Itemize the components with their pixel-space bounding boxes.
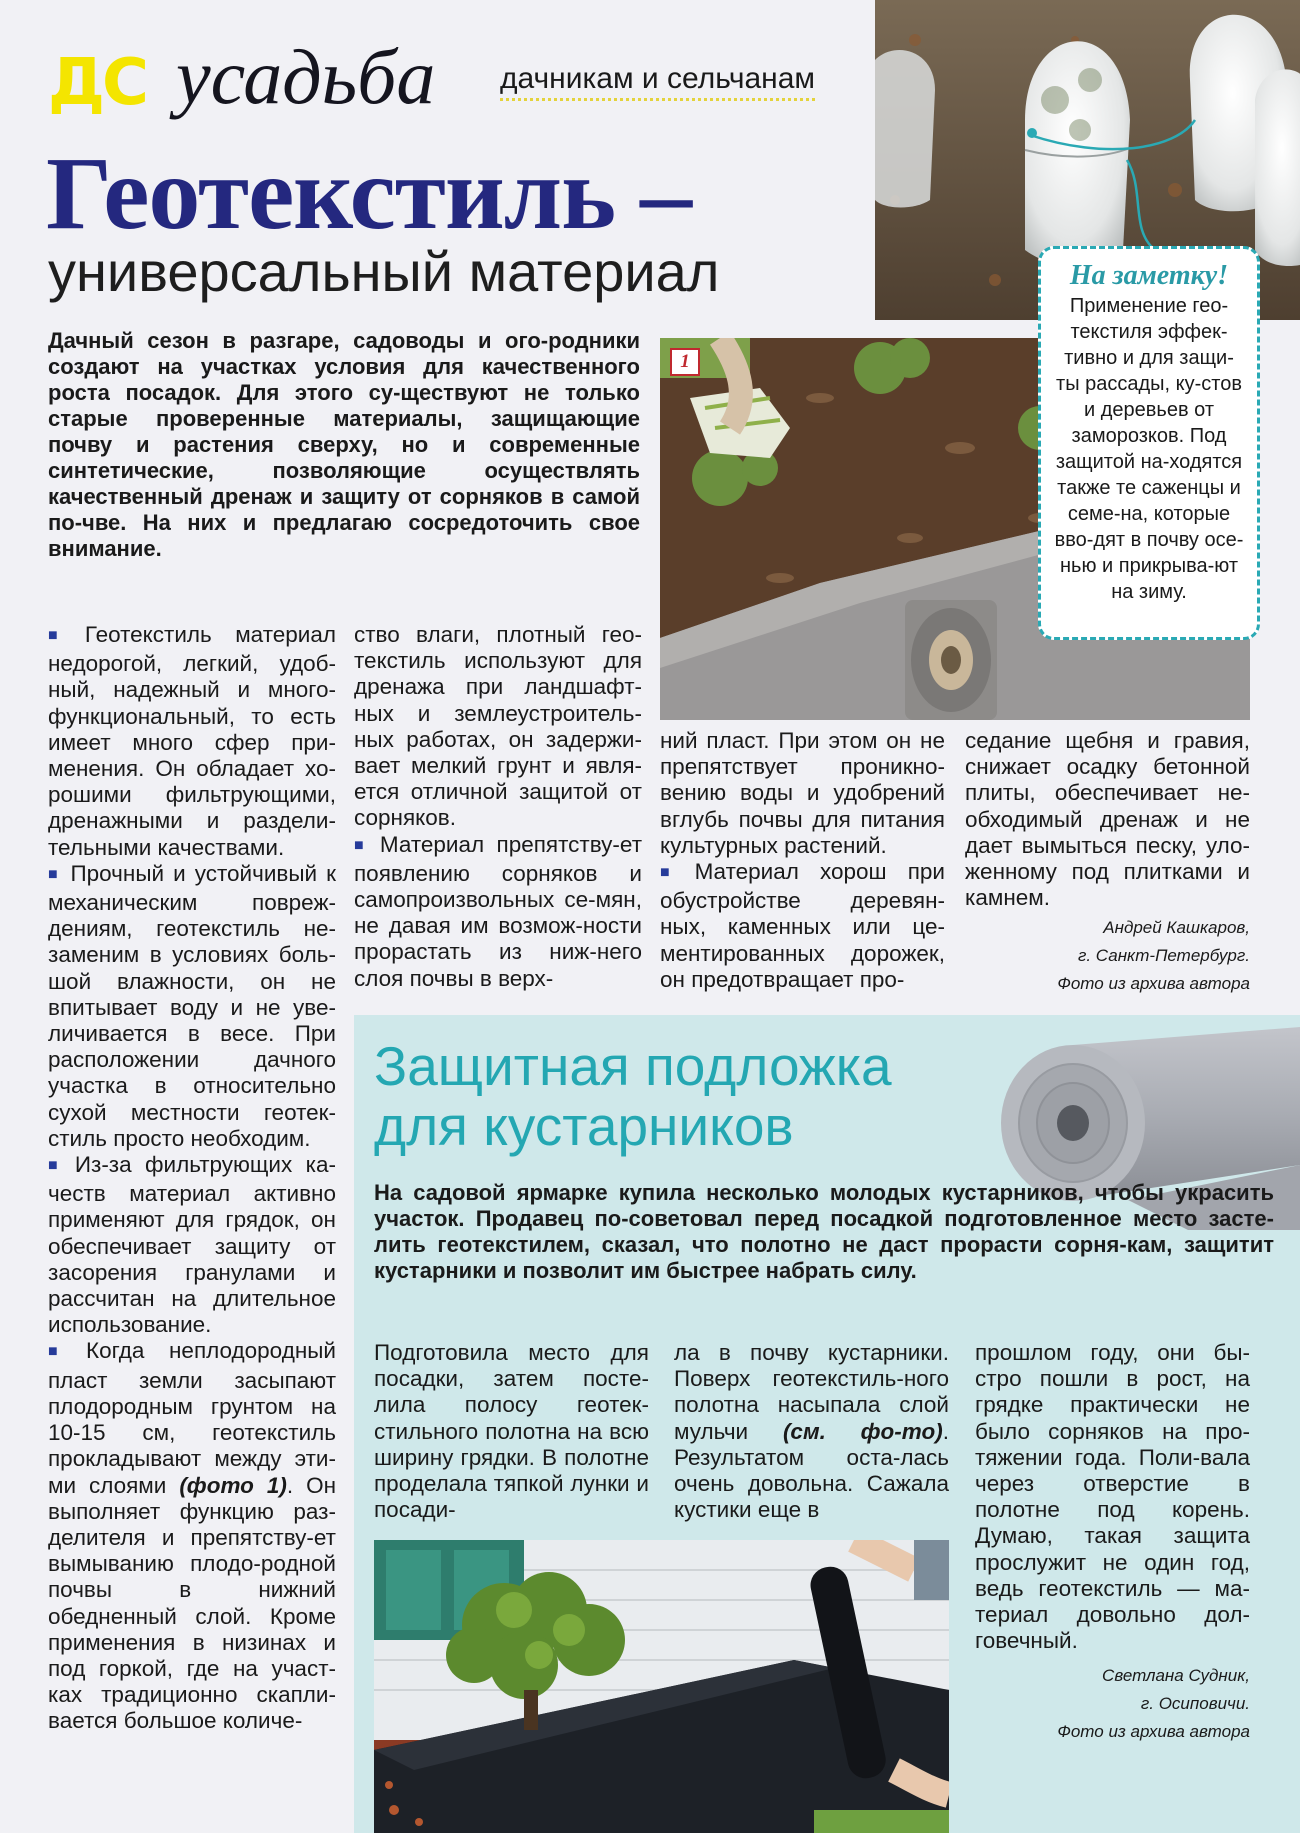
article2-signature	[975, 1662, 1250, 1746]
article1-column-2	[354, 622, 642, 992]
article-lead: Дачный сезон в разгаре, садоводы и ого-родники создают на участках условия для качественного роста посадок. Для этого су-ществуют не только старые проверенные материалы, защищающие почву и растения сверху, но и современные синтетические, позволяющие осуществлять качественный дренаж и защиту от сорняков в самой по-чве. На них и предлагаю сосредоточить свое внимание.	[48, 328, 640, 561]
author-name: Андрей Кашкаров,	[1103, 918, 1250, 937]
bullet-icon: ■	[48, 1157, 65, 1175]
shrub-fabric-illustration	[374, 1540, 949, 1833]
article1-col1-para-1: ■ Геотекстиль материал недорогой, легкий, удоб-ный, надежный и много-функциональный, то есть имеет много сфер при-менения. Он обладает хо-рошими фильтрующими, дренажными и раздели-тельными качествами.	[48, 622, 336, 860]
article-subtitle: универсальный материал	[48, 240, 720, 303]
article1-col1-para-2: ■ Прочный и устойчивый к механическим повреж-дениям, геотекстиль не-заменим в условиях боль-шой влажности, он не впитывает воду и не уве-личивается в весе. При расположении дачного участка в относительно сухой местности геотек-стиль просто необходим.	[48, 860, 336, 1151]
bullet-icon: ■	[48, 1343, 76, 1361]
bullet-icon: ■	[354, 836, 370, 854]
article2-lead: На садовой ярмарке купила несколько молодых кустарников, чтобы украсить участок. Продавец по-советовал перед посадкой подготовленное место засте-лить геотекстилем, сказал, что полотно не даст прорасти сорня-кам, защитит кустарники и позволит им быстрее набрать силу.	[374, 1180, 1274, 1283]
bullet-icon: ■	[48, 865, 61, 883]
author-name: Светлана Судник,	[1102, 1666, 1250, 1685]
note-title: На заметку!	[1069, 260, 1229, 291]
article2-title-line-1: Защитная подложка	[374, 1035, 892, 1097]
article1-column-3	[660, 728, 945, 993]
article1-col4-para-1: седание щебня и гравия, снижает осадку бетонной плиты, обеспечивает не-обходимый дренаж и не дает вымыться песку, уло-женному под плитками и камнем.	[965, 728, 1250, 911]
bullet-icon: ■	[660, 864, 685, 882]
note-body: Применение гео-текстиля эффек-тивно и для защи-ты рассады, ку-стов и деревьев от заморозков. Под защитой на-ходятся также те саженцы и семе-на, которые вво-дят в почву осе-нью и прикрыва-ют на зиму.	[1054, 295, 1244, 603]
bullet-icon: ■	[48, 627, 75, 644]
photo-reference: (см. фо-то)	[782, 1418, 943, 1444]
article1-col1-para-4: ■ Когда неплодородный пласт земли засыпают плодородным грунтом на 10-15 см, геотекстиль прокладывают между эти-ми слоями (фото 1). Он выполняет функцию раз-делителя и препятству-ет вымыванию плодо-родной почвы в нижний обедненный слой. Кроме применения в низинах и под горкой, где на участ-ках традиционно скапли-вается большое количе-	[48, 1338, 336, 1734]
article1-col3-para-2: ■ Материал хорош при обустройстве деревян-ных, каменных или це-ментированных дорожек, он предотвращает про-	[660, 859, 945, 992]
article2-col1-text: Подготовила место для посадки, затем посте-лила полосу геотек-стильного полотна на всю ширину грядки. В полотне проделала тяпкой лунки и посади-	[374, 1340, 649, 1523]
photo-reference: (фото 1)	[179, 1472, 287, 1498]
logo-word: усадьба	[176, 33, 436, 120]
photo-credit: Фото из архива автора	[1057, 974, 1250, 993]
photo-credit: Фото из архива автора	[1057, 1722, 1250, 1741]
note-box	[1038, 246, 1260, 640]
article1-col2-para-2: ■ Материал препятству-ет появлению сорняков и самопроизвольных се-мян, не давая им возмож-ности прорастать из ниж-него слоя почвы в верх-	[354, 831, 642, 991]
photo-shrub-fabric	[374, 1540, 949, 1833]
photo-number-badge: 1	[670, 348, 700, 376]
logo-mark: ДС	[48, 46, 146, 120]
article2-title-line-2: для кустарников	[374, 1095, 794, 1157]
article-title: Геотекстиль –	[46, 136, 692, 251]
article1-column-1	[48, 622, 336, 1735]
article2-column-1	[374, 1340, 649, 1523]
article2-column-3	[975, 1340, 1250, 1654]
article2-col3-text: прошлом году, они бы-стро пошли в рост, на грядке практически не было сорняков на про-тяжении года. Поли-вала через отверстие в полотне под корень. Думаю, такая защита прослужит не один год, ведь геотекстиль — ма-териал довольно дол-говечный.	[975, 1340, 1250, 1654]
article2-column-2	[674, 1340, 949, 1523]
article1-col2-para-1: ство влаги, плотный гео-текстиль используют для дренажа при ландшафт-ных и землеустроитель-ных работах, он задержи-вает мелкий грунт и явля-ется отличной защитой от сорняков.	[354, 622, 642, 831]
article1-col3-para-1: ний пласт. При этом он не препятствует проникно-вению воды и удобрений вглубь почвы для питания культурных растений.	[660, 728, 945, 858]
author-city: г. Санкт-Петербург.	[1077, 946, 1250, 965]
article2-col2-text: ла в почву кустарники. Поверх геотекстиль-ного полотна насыпала слой мульчи (см. фо-то). Результатом оста-лась очень довольна. Сажала кустики еще в	[674, 1340, 949, 1523]
article1-column-4	[965, 728, 1250, 911]
author-city: г. Осиповичи.	[1140, 1694, 1250, 1713]
section-tagline: дачникам и сельчанам	[500, 62, 815, 101]
article2-title	[374, 1036, 892, 1156]
article1-col1-para-3: ■ Из-за фильтрующих ка-честв материал активно применяют для грядок, он обеспечивает защиту от засорения гранулами и рассчитан на длительное использование.	[48, 1152, 336, 1338]
article1-signature	[965, 914, 1250, 998]
